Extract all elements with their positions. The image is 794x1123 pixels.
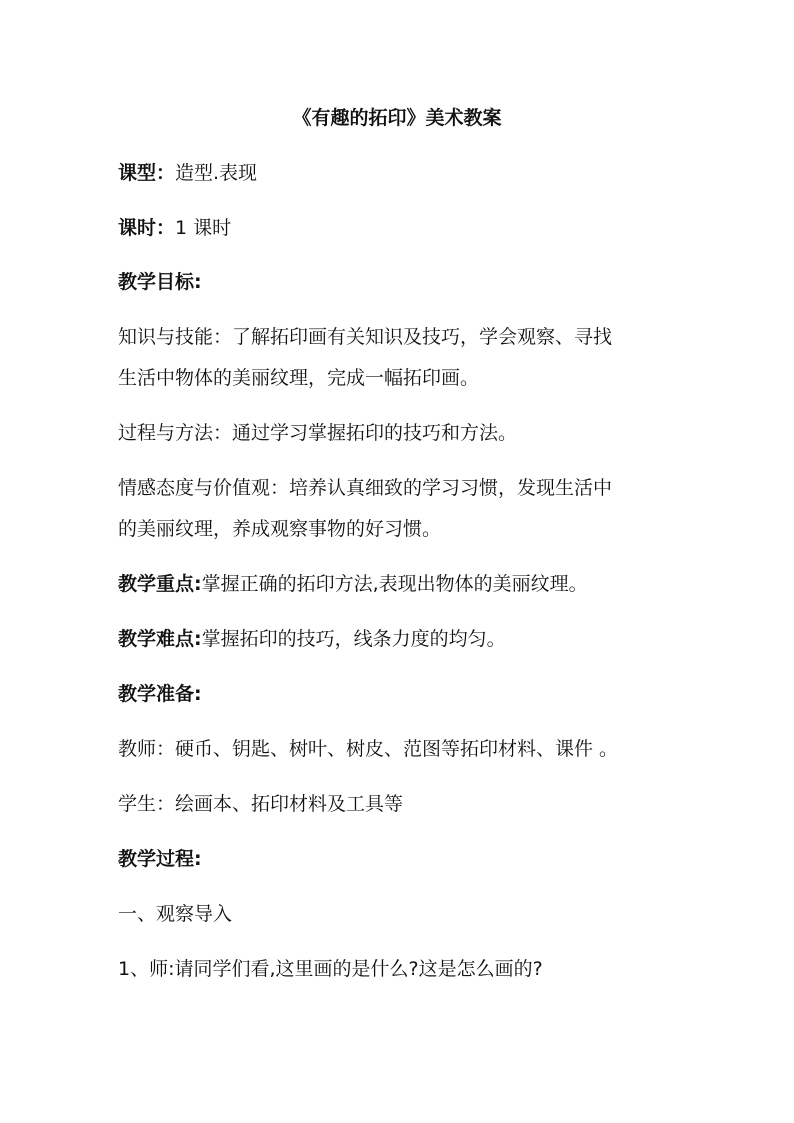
key-point-label: 教学重点: (118, 573, 202, 595)
key-point-line (118, 570, 678, 598)
objective-emotion-line2: 的美丽纹理，养成观察事物的好习惯。 (118, 518, 442, 540)
step1-item1: 1、师:请同学们看,这里画的是什么?这是怎么画的? (118, 958, 543, 980)
objective-knowledge-line1: 知识与技能：了解拓印画有关知识及技巧，学会观察、寻找 (118, 326, 613, 348)
process-heading: 教学过程: (118, 848, 202, 870)
lesson-hours-label: 课时： (118, 217, 176, 239)
difficulty-line (118, 625, 678, 653)
lesson-type-value: 造型.表现 (175, 162, 258, 184)
lesson-hours-line (118, 214, 678, 242)
objective-knowledge-line2: 生活中物体的美丽纹理，完成一幅拓印画。 (118, 367, 480, 389)
key-point-value: 掌握正确的拓印方法,表现出物体的美丽纹理。 (201, 573, 588, 595)
document-title: 《有趣的拓印》美术教案 (292, 107, 502, 129)
objectives-heading: 教学目标: (118, 271, 202, 293)
lesson-hours-value: 1 课时 (175, 217, 232, 239)
objective-emotion-line1: 情感态度与价值观：培养认真细致的学习习惯，发现生活中 (118, 477, 613, 499)
difficulty-label: 教学难点: (118, 628, 202, 650)
prep-student: 学生：绘画本、拓印材料及工具等 (118, 793, 404, 815)
lesson-type-line (118, 159, 678, 187)
objective-process: 过程与方法：通过学习掌握拓印的技巧和方法。 (118, 422, 518, 444)
difficulty-value: 掌握拓印的技巧，线条力度的均匀。 (201, 628, 506, 650)
lesson-type-label: 课型： (118, 162, 176, 184)
prep-teacher: 教师：硬币、钥匙、树叶、树皮、范图等拓印材料、课件 。 (118, 738, 619, 760)
step1-heading: 一、观察导入 (118, 903, 233, 925)
preparation-heading: 教学准备: (118, 683, 202, 705)
